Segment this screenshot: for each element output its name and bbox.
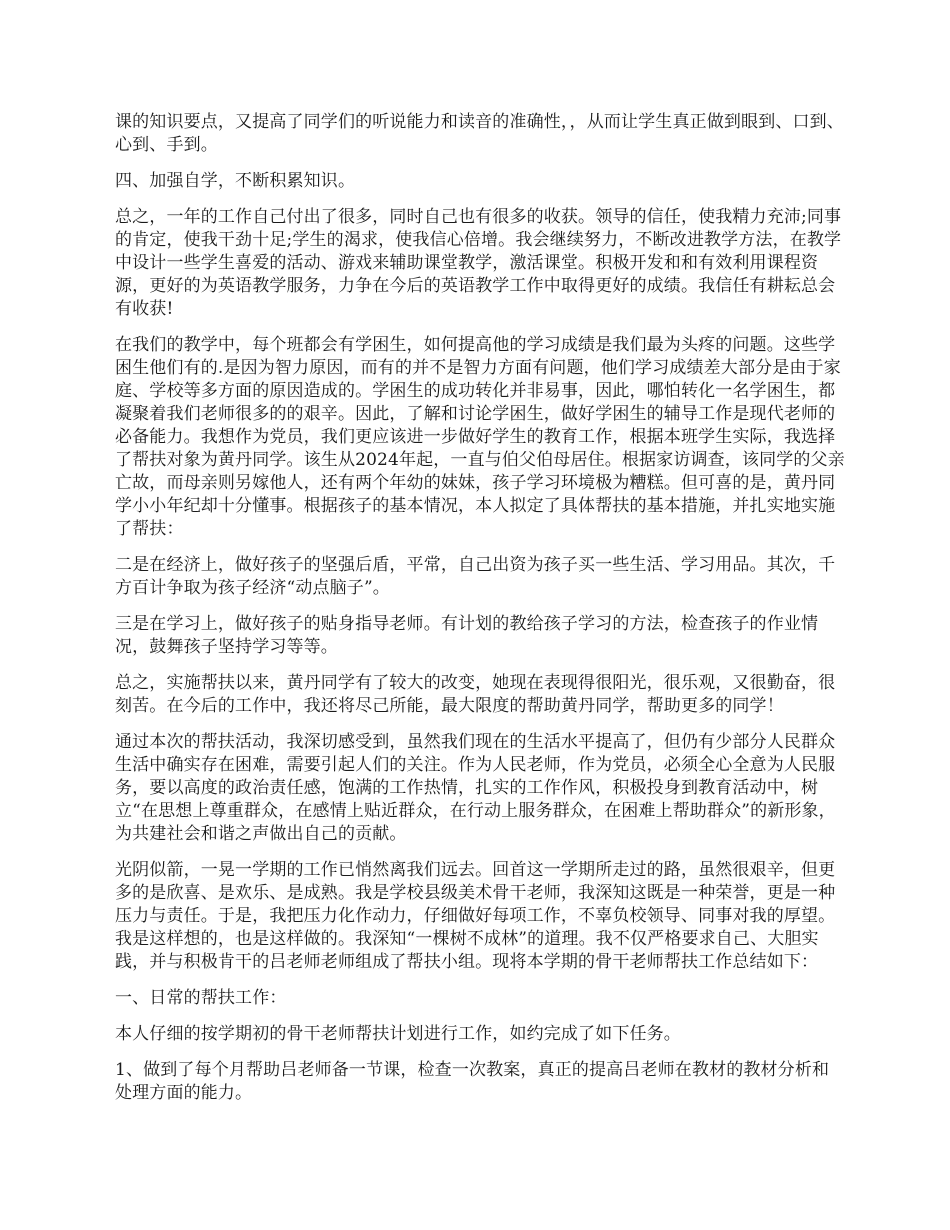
- paragraph-1: 课的知识要点，又提高了同学们的听说能力和读音的准确性，，从而让学生真正做到眼到、口到、心到、手到。: [115, 112, 844, 155]
- paragraph-2: 四、加强自学，不断积累知识。: [115, 171, 356, 191]
- paragraph-10: 一、日常的帮扶工作：: [115, 988, 287, 1008]
- paragraph-7: 总之，实施帮扶以来，黄丹同学有了较大的改变，她现在表现得很阳光，很乐观，又很勤奋，很刻苦。在今后的工作中，我还将尽己所能，最大限度的帮助黄丹同学，帮助更多的同学！: [115, 673, 836, 716]
- paragraph-5: 二是在经济上，做好孩子的坚强后盾，平常，自己出资为孩子买一些生活、学习用品。其次，千方百计争取为孩子经济“动点脑子”。: [115, 555, 836, 598]
- document-body: [115, 111, 845, 1118]
- paragraph-6: 三是在学习上，做好孩子的贴身指导老师。有计划的教给孩子学习的方法，检查孩子的作业情况，鼓舞孩子坚持学习等等。: [115, 614, 819, 657]
- paragraph-11: 本人仔细的按学期初的骨干老师帮扶计划进行工作，如约完成了如下任务。: [115, 1024, 681, 1044]
- paragraph-12: 1、做到了每个月帮助吕老师备一节课，检查一次教案，真正的提高吕老师在教材的教材分析和处理方面的能力。: [115, 1060, 830, 1103]
- paragraph-3: 总之，一年的工作自己付出了很多，同时自己也有很多的收获。领导的信任，使我精力充沛;同事的肯定，使我干劲十足;学生的渴求，使我信心倍增。我会继续努力，不断改进教学方法，在教学中设计一些学生喜爱的活动、游戏来辅助课堂教学，激活课堂。积极开发和和有效利用课程资源，更好的为英语教学服务，力争在今后的英语教学工作中取得更好的成绩。我信任有耕耘总会有收获!: [115, 207, 842, 319]
- paragraph-8: 通过本次的帮扶活动，我深切感受到，虽然我们现在的生活水平提高了，但仍有少部分人民群众生活中确实存在困难，需要引起人们的关注。作为人民老师，作为党员，必须全心全意为人民服务，要以高度的政治责任感，饱满的工作热情，扎实的工作作风，积极投身到教育活动中，树立“在思想上尊重群众，在感情上贴近群众，在行动上服务群众，在困难上帮助群众”的新形象，为共建社会和谐之声做出自己的贡献。: [115, 732, 836, 844]
- paragraph-4: 在我们的教学中，每个班都会有学困生，如何提高他的学习成绩是我们最为头疼的问题。这些学困生他们有的.是因为智力原因，而有的并不是智力方面有问题，他们学习成绩差大部分是由于家庭、学校等多方面的原因造成的。学困生的成功转化并非易事，因此，哪怕转化一名学困生，都凝聚着我们老师很多的的艰辛。因此，了解和讨论学困生，做好学困生的辅导工作是现代老师的必备能力。我想作为党员，我们更应该进一步做好学生的教育工作，根据本班学生实际，我选择了帮扶对象为黄丹同学。该生从2024年起，一直与伯父伯母居住。根据家访调查，该同学的父亲亡故，而母亲则另嫁他人，还有两个年幼的妹妹，孩子学习环境极为糟糕。但可喜的是，黄丹同学小小年纪却十分懂事。根据孩子的基本情况，本人拟定了具体帮扶的基本措施，并扎实地实施了帮扶：: [115, 335, 845, 539]
- paragraph-9: 光阴似箭，一晃一学期的工作已悄然离我们远去。回首这一学期所走过的路，虽然很艰辛，但更多的是欣喜、是欢乐、是成熟。我是学校县级美术骨干老师，我深知这既是一种荣誉，更是一种压力与责任。于是，我把压力化作动力，仔细做好每项工作，不辜负校领导、同事对我的厚望。我是这样想的，也是这样做的。我深知“一棵树不成林”的道理。我不仅严格要求自己、大胆实践，并与积极肯干的吕老师老师组成了帮扶小组。现将本学期的骨干老师帮扶工作总结如下：: [115, 860, 836, 972]
